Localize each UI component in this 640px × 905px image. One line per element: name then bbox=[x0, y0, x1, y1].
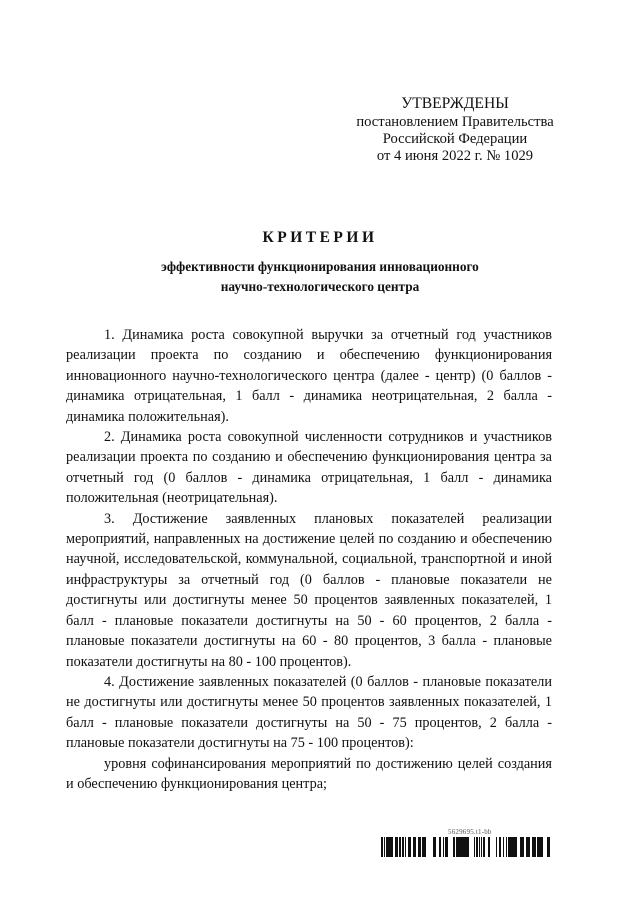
criterion-paragraph-3: 3. Достижение заявленных плановых показателей реализации мероприятий, направленных на достижение целей по созданию и обеспечению научной, исследовательской, коммунальной, социальной, транспортной и иной инфраструктуры за отчетный год (0 баллов - плановые показатели не достигнуты или достигнуты менее 50 процентов заявленных показателей, 1 балл - плановые показатели достигнуты на 50 - 60 процентов, 2 балла - плановые показатели достигнуты на 60 - 80 процентов, 3 балла - плановые показатели достигнуты на 80 - 100 процентов). bbox=[66, 510, 552, 670]
document-body bbox=[66, 325, 552, 794]
criterion-paragraph-1: 1. Динамика роста совокупной выручки за отчетный год участников реализации проекта по созданию и обеспечению функционирования инновационного научно-технологического центра (далее - центр) (0 баллов - динамика отрицательная, 1 балл - динамика неотрицательная, 2 балла - динамика положительная). bbox=[66, 327, 552, 425]
approval-line: Российской Федерации bbox=[382, 131, 528, 147]
document-title: КРИТЕРИИ bbox=[262, 229, 378, 246]
barcode-image bbox=[380, 837, 552, 857]
approval-block bbox=[320, 0, 590, 165]
criterion-paragraph-2: 2. Динамика роста совокупной численности сотрудников и участников реализации проекта по созданию и обеспечению функционирования центра за отчетный год (0 баллов - динамика отрицательная, 1 балл - динамика положительная (неотрицательная). bbox=[66, 429, 552, 507]
criterion-paragraph-4: 4. Достижение заявленных показателей (0 баллов - плановые показатели не достигнуты или достигнуты менее 50 процентов заявленных показателей, 1 балл - плановые показатели достигнуты на 50 - 75 процентов, 2 балла - плановые показатели достигнуты на 75 - 100 процентов): bbox=[66, 673, 552, 752]
approval-title: УТВЕРЖДЕНЫ bbox=[401, 95, 509, 112]
document-code: 5629695.t1-bb bbox=[448, 828, 492, 836]
subtitle-line: эффективности функционирования инновационного bbox=[161, 259, 479, 274]
criterion-subitem: уровня софинансирования мероприятий по достижению целей создания и обеспечению функционирования центра; bbox=[66, 755, 552, 792]
approval-line: постановлением Правительства bbox=[356, 114, 554, 130]
subtitle-line: научно-технологического центра bbox=[220, 279, 420, 294]
approval-date-number: от 4 июня 2022 г. № 1029 bbox=[376, 148, 534, 164]
document-subtitle bbox=[0, 257, 640, 297]
